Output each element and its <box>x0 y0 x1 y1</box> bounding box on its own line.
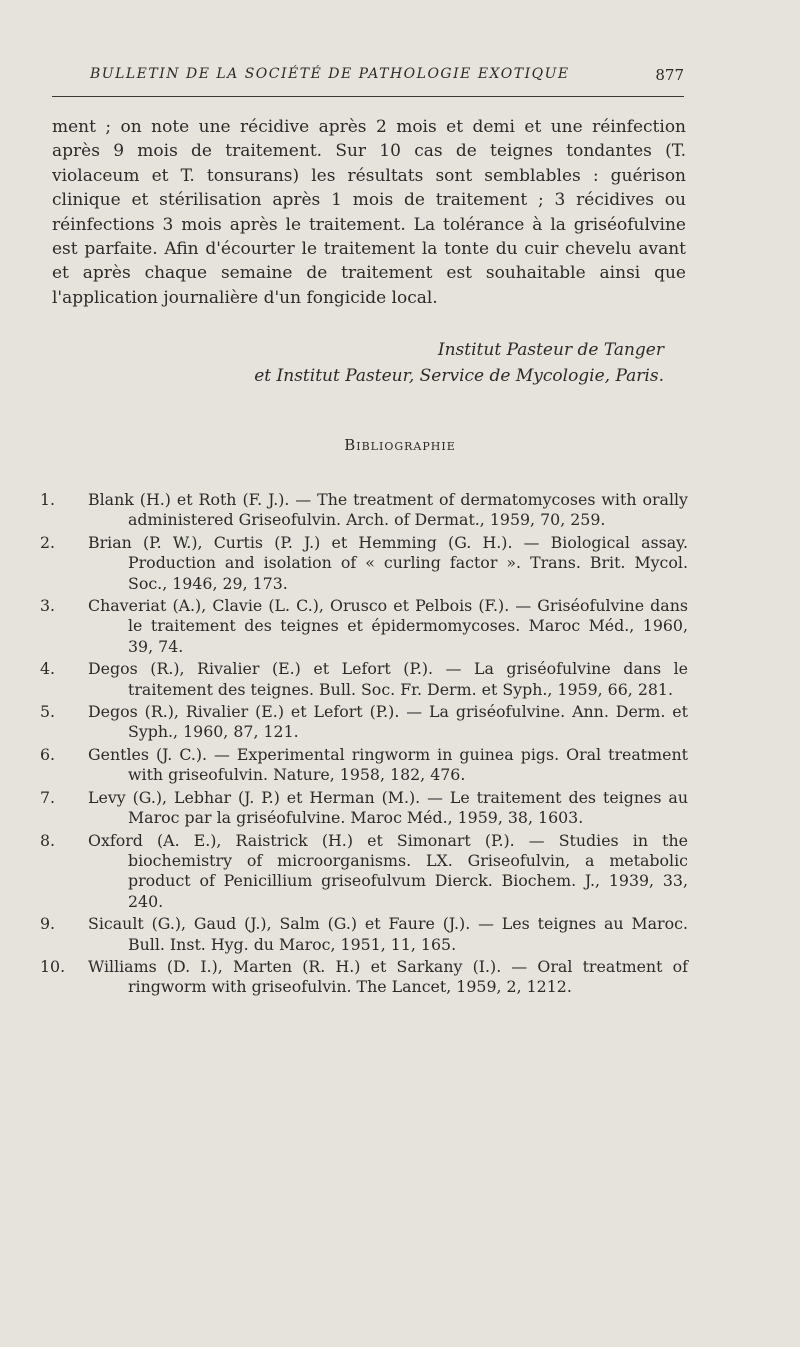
reference-number: 10. <box>40 956 66 976</box>
reference-item <box>40 596 688 657</box>
reference-text: Degos (R.), Rivalier (E.) et Lefort (P.). — La griséofulvine dans le traitement des teignes. Bull. Soc. Fr. Derm. et Syph., 1959, 66, 281. <box>88 659 688 699</box>
reference-number: 7. <box>40 787 56 807</box>
reference-item <box>40 831 688 913</box>
affiliation-line-2: et Institut Pasteur, Service de Mycologie, Paris. <box>254 366 664 386</box>
reference-number: 4. <box>40 659 56 679</box>
bibliography-heading: Bibliographie <box>344 436 456 454</box>
reference-text: Brian (P. W.), Curtis (P. J.) et Hemming (G. H.). — Biological assay. Production and isolation of « curling factor ». Trans. Brit. Mycol. Soc., 1946, 29, 173. <box>88 532 688 593</box>
reference-item <box>40 957 688 998</box>
reference-text: Chaveriat (A.), Clavie (L. C.), Orusco et Pelbois (F.). — Griséofulvine dans le traitement des teignes et épidermomycoses. Maroc Méd., 1960, 39, 74. <box>88 596 688 656</box>
reference-item <box>40 914 688 955</box>
reference-text: Sicault (G.), Gaud (J.), Salm (G.) et Faure (J.). — Les teignes au Maroc. Bull. Inst. Hyg. du Maroc, 1951, 11, 165. <box>88 914 688 954</box>
reference-item <box>40 659 688 700</box>
reference-item <box>40 702 688 743</box>
reference-number: 3. <box>40 596 56 616</box>
reference-item <box>40 745 688 786</box>
affiliation-line-1: Institut Pasteur de Tanger <box>437 340 664 360</box>
header-rule <box>52 96 684 97</box>
reference-number: 8. <box>40 830 56 850</box>
reference-text: Degos (R.), Rivalier (E.) et Lefort (P.). — La griséofulvine. Ann. Derm. et Syph., 1960, 87, 121. <box>88 702 688 742</box>
intro-paragraph: ment ; on note une récidive après 2 mois et demi et une réinfection après 9 mois de traitement. Sur 10 cas de teignes tondantes (T. violaceum et T. tonsurans) les résultats sont semblables : guérison clinique et stérilisation après 1 mois de traitement ; 3 récidives ou réinfections 3 mois après le traitement. La tolérance à la griséofulvine est parfaite. Afin d'écourter le traitement la tonte du cuir chevelu avant et après chaque semaine de traitement est souhaitable ainsi que l'application journalière d'un fongicide local. <box>52 117 686 308</box>
reference-list <box>40 490 688 1000</box>
reference-text: Gentles (J. C.). — Experimental ringworm in guinea pigs. Oral treatment with griseofulvin. Nature, 1958, 182, 476. <box>88 744 688 785</box>
reference-item <box>40 490 688 531</box>
reference-number: 1. <box>40 490 56 509</box>
reference-text: Williams (D. I.), Marten (R. H.) et Sarkany (I.). — Oral treatment of ringworm with griseofulvin. The Lancet, 1959, 2, 1212. <box>88 956 688 997</box>
journal-title: BULLETIN DE LA SOCIÉTÉ DE PATHOLOGIE EXOTIQUE <box>90 66 570 82</box>
reference-number: 2. <box>40 532 56 552</box>
reference-item <box>40 788 688 829</box>
reference-text: Levy (G.), Lebhar (J. P.) et Herman (M.). — Le traitement des teignes au Maroc par la griséofulvine. Maroc Méd., 1959, 38, 1603. <box>88 787 688 828</box>
reference-number: 5. <box>40 702 56 722</box>
reference-number: 6. <box>40 744 56 764</box>
reference-item <box>40 533 688 594</box>
page-number: 877 <box>655 66 684 84</box>
reference-text: Blank (H.) et Roth (F. J.). — The treatment of dermatomycoses with orally administered Griseofulvin. Arch. of Dermat., 1959, 70, 259. <box>88 490 688 530</box>
reference-text: Oxford (A. E.), Raistrick (H.) et Simonart (P.). — Studies in the biochemistry of microorganisms. LX. Griseofulvin, a metabolic product of Penicillium griseofulvum Dierck. Biochem. J., 1939, 33, 240. <box>88 830 688 911</box>
reference-number: 9. <box>40 914 56 934</box>
